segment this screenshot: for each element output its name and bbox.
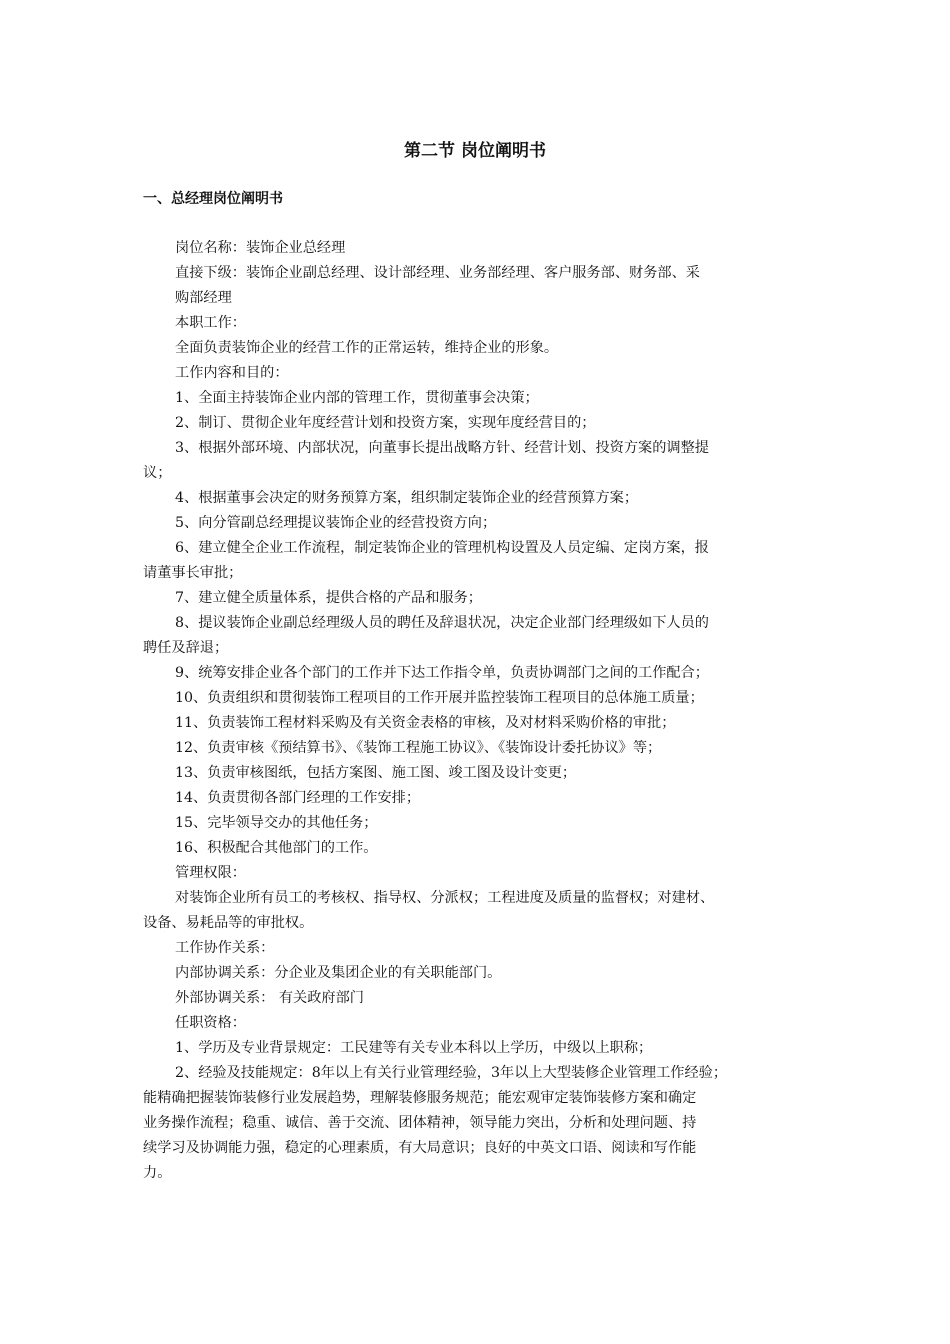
paragraph-line: 15、完毕领导交办的其他任务； — [175, 815, 378, 831]
paragraph-line: 5、向分管副总经理提议装饰企业的经营投资方向； — [175, 515, 497, 531]
paragraph-line: 续学习及协调能力强，稳定的心理素质，有大局意识；良好的中英文口语、阅读和写作能 — [143, 1140, 697, 1156]
paragraph-line: 购部经理 — [175, 290, 232, 306]
section-heading: 一、总经理岗位阐明书 — [143, 191, 283, 207]
paragraph-line: 外部协调关系： 有关政府部门 — [175, 990, 364, 1006]
paragraph-line: 业务操作流程；稳重、诚信、善于交流、团体精神，领导能力突出，分析和处理问题、持 — [143, 1115, 697, 1131]
paragraph-line: 1、学历及专业背景规定：工民建等有关专业本科以上学历，中级以上职称； — [175, 1040, 653, 1056]
paragraph-line: 设备、易耗品等的审批权。 — [143, 915, 314, 931]
paragraph-line: 任职资格： — [175, 1015, 246, 1031]
paragraph-line: 能精确把握装饰装修行业发展趋势，理解装修服务规范；能宏观审定装饰装修方案和确定 — [143, 1090, 697, 1106]
paragraph-line: 4、根据董事会决定的财务预算方案，组织制定装饰企业的经营预算方案； — [175, 490, 639, 506]
paragraph-line: 1、全面主持装饰企业内部的管理工作，贯彻董事会决策； — [175, 390, 539, 406]
paragraph-line: 2、经验及技能规定：8年以上有关行业管理经验，3年以上大型装修企业管理工作经验； — [175, 1065, 728, 1081]
paragraph-line: 工作协作关系： — [175, 940, 275, 956]
paragraph-line: 直接下级：装饰企业副总经理、设计部经理、业务部经理、客户服务部、财务部、采 — [175, 265, 700, 281]
paragraph-line: 全面负责装饰企业的经营工作的正常运转，维持企业的形象。 — [175, 340, 559, 356]
paragraph-line: 16、积极配合其他部门的工作。 — [175, 840, 378, 856]
paragraph-line: 本职工作： — [175, 315, 246, 331]
paragraph-line: 力。 — [143, 1165, 172, 1181]
page-title: 第二节 岗位阐明书 — [404, 141, 546, 161]
document-body — [143, 236, 823, 1186]
paragraph-line: 3、根据外部环境、内部状况，向董事长提出战略方针、经营计划、投资方案的调整提 — [175, 440, 709, 456]
paragraph-line: 9、统筹安排企业各个部门的工作并下达工作指令单，负责协调部门之间的工作配合； — [175, 665, 709, 681]
paragraph-line: 管理权限： — [175, 865, 246, 881]
paragraph-line: 岗位名称：装饰企业总经理 — [175, 240, 346, 256]
paragraph-line: 内部协调关系：分企业及集团企业的有关职能部门。 — [175, 965, 502, 981]
paragraph-line: 7、建立健全质量体系，提供合格的产品和服务； — [175, 590, 482, 606]
paragraph-line: 对装饰企业所有员工的考核权、指导权、分派权；工程进度及质量的监督权；对建材、 — [175, 890, 715, 906]
paragraph-line: 2、制订、贯彻企业年度经营计划和投资方案，实现年度经营目的； — [175, 415, 596, 431]
paragraph-line: 8、提议装饰企业副总经理级人员的聘任及辞退状况，决定企业部门经理级如下人员的 — [175, 615, 709, 631]
paragraph-line: 14、负责贯彻各部门经理的工作安排； — [175, 790, 421, 806]
paragraph-line: 聘任及辞退； — [143, 640, 229, 656]
paragraph-line: 12、负责审核《预结算书》、《装饰工程施工协议》、《装饰设计委托协议》等； — [175, 740, 662, 756]
paragraph-line: 请董事长审批； — [143, 565, 243, 581]
paragraph-line: 议； — [143, 465, 172, 481]
paragraph-line: 6、建立健全企业工作流程，制定装饰企业的管理机构设置及人员定编、定岗方案，报 — [175, 540, 709, 556]
paragraph-line: 工作内容和目的： — [175, 365, 289, 381]
paragraph-line: 10、负责组织和贯彻装饰工程项目的工作开展并监控装饰工程项目的总体施工质量； — [175, 690, 704, 706]
paragraph-line: 11、负责装饰工程材料采购及有关资金表格的审核，及对材料采购价格的审批； — [175, 715, 676, 731]
paragraph-line: 13、负责审核图纸，包括方案图、施工图、竣工图及设计变更； — [175, 765, 577, 781]
